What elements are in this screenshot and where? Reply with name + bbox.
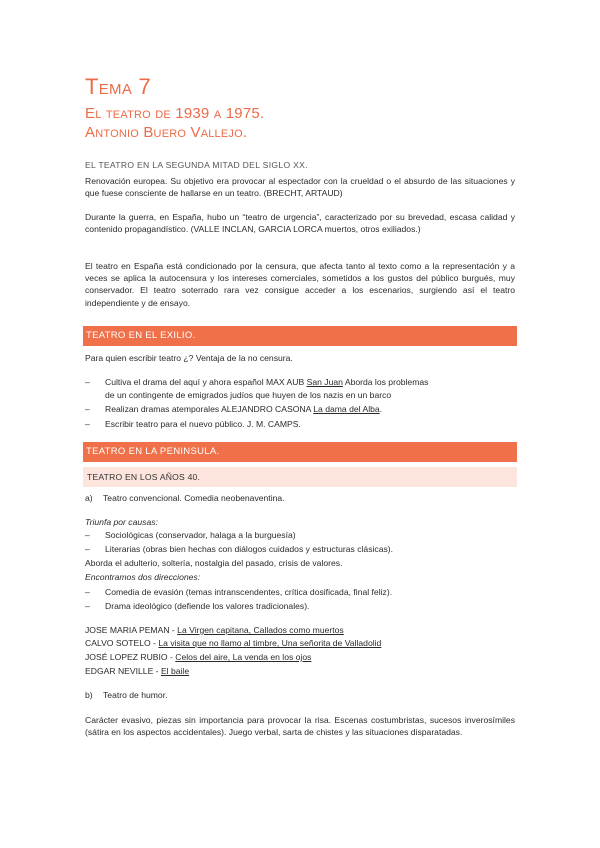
paragraph-renovacion: Renovación europea. Su objetivo era provocar al espectador con la crueldad o el absurdo de las situaciones y que fuese consciente de hallarse en un teatro. (BRECHT, ARTAUD) xyxy=(85,176,515,199)
document-page: Tema 7 El teatro de 1939 a 1975. Antonio Buero Vallejo. EL TEATRO EN LA SEGUNDA MITAD DEL SIGLO XX. Renovación europea. Su objetivo era provocar al espectador con la crueldad o el absurdo de las situaciones y que fuese consciente de hallarse en un teatro. (BRECHT, ARTAUD) Durante la guerra, en España, hubo un “teatro de urgencia”, caracterizado por su brevedad, escasa calidad y contenido propagandístico. (VALLE INCLAN, GARCIA LORCA muertos, otros exiliados.) El teatro en España está condicionado por la censura, que afecta tanto al texto como a la representación y a veces se aplica la autocensura y los intereses comerciales, sometidos a los gustos del público burgués, muy conservador. El teatro soterrado rara vez consigue acceder a los escenarios, surgiendo así el teatro independiente y de ensayo. TEATRO EN EL EXILIO. Para quien escribir teatro ¿? Ventaja de la no censura. – Cultiva el drama del aquí y ahora español MAX AUB San Juan Aborda los problemas de un contingente de emigrados judíos que huyen de los nazis en un barco – Realizan dramas atemporales ALEJANDRO CASONA La dama del Alba. – Escribir teatro para el nuevo público. J. M. CAMPS. TEATRO EN LA PENINSULA. TEATRO EN LOS AÑOS 40. a) Teatro convencional. Comedia neobenaventina. Triunfa por causas: – Sociológicas (conservador, halaga a la burguesía) – Literarias (obras bien hechas con diálogos cuidados y estructuras clásicas). Aborda el adulterio, soltería, nostalgia del pasado, crisis de valores. Encontramos dos direcciones: – Comedia de evasión (temas intranscendentes, crítica dosificada, final feliz). – Drama ideológico (defiende los valores tradicionales). JOSE MARIA PEMAN - La Virgen capitana, Callados como muertos CALVO SOTELO - La visita que no llamo al timbre, Una señorita de Valladolid JOSÉ LOPEZ RUBIO - Celos del aire, La venda en los ojos EDGAR NEVILLE - El baile b) Teatro de humor. Carácter evasivo, piezas sin importancia para provocar la risa. Escenas costumbristas, sucesos inverosímiles (sátira en los aspectos accidentales). Juego verbal, sarta de chistes y las situaciones disparatadas. xyxy=(85,74,515,738)
page-title: Tema 7 xyxy=(85,74,152,99)
subsection-band-anos-40: TEATRO EN LOS AÑOS 40. xyxy=(83,467,517,487)
section-heading-siglo-xx: EL TEATRO EN LA SEGUNDA MITAD DEL SIGLO XX. xyxy=(85,160,308,170)
direcciones-heading: Encontramos dos direcciones: xyxy=(85,572,201,582)
paragraph-guerra: Durante la guerra, en España, hubo un “teatro de urgencia”, caracterizado por su brevedad, escasa calidad y contenido propagandístico. (VALLE INCLAN, GARCIA LORCA muertos, otros exiliados.) xyxy=(85,212,515,235)
work-titles-peman: La Virgen capitana, Callados como muertos xyxy=(177,625,344,635)
work-titles-lopez-rubio: Celos del aire, La venda en los ojos xyxy=(175,652,312,662)
paragraph-censura: El teatro en España está condicionado por la censura, que afecta tanto al texto como a la representación y a veces se aplica la autocensura y los intereses comerciales, sometidos a los gustos del público burgués, muy conservador. El teatro soterrado rara vez consigue acceder a los escenarios, surgiendo así el teatro independiente y de ensayo. xyxy=(85,261,515,308)
page-subtitle-topic: El teatro de 1939 a 1975. xyxy=(85,105,265,122)
list-item-continuation: de un contingente de emigrados judíos que huyen de los nazis en un barco xyxy=(105,390,392,400)
author-line-peman: JOSE MARIA PEMAN - La Virgen capitana, Callados como muertos xyxy=(85,625,344,635)
work-titles-neville: El baile xyxy=(160,666,190,676)
author-line-lopez-rubio: JOSÉ LOPEZ RUBIO - Celos del aire, La venda en los ojos xyxy=(85,652,312,662)
list-dash: – xyxy=(85,377,90,387)
exilio-intro: Para quien escribir teatro ¿? Ventaja de la no censura. xyxy=(85,353,293,363)
aborda-line: Aborda el adulterio, soltería, nostalgia del pasado, crisis de valores. xyxy=(85,558,343,568)
paragraph-humor: Carácter evasivo, piezas sin importancia para provocar la risa. Escenas costumbristas, sucesos inverosímiles (sátira en los aspectos accidentales). Juego verbal, sarta de chistes y las situaciones disparatadas. xyxy=(85,715,515,738)
author-line-neville: EDGAR NEVILLE - El baile xyxy=(85,666,190,676)
page-subtitle-author: Antonio Buero Vallejo. xyxy=(85,124,248,141)
work-title-dama-del-alba: La dama del Alba xyxy=(313,404,380,414)
work-titles-calvo-sotelo: La visita que no llamo al timbre, Una señorita de Valladolid xyxy=(158,638,382,648)
triunfa-heading: Triunfa por causas: xyxy=(85,517,158,527)
work-title-san-juan: San Juan xyxy=(306,377,343,387)
author-line-calvo-sotelo: CALVO SOTELO - La visita que no llamo al timbre, Una señorita de Valladolid xyxy=(85,638,382,648)
section-band-exilio: TEATRO EN EL EXILIO. xyxy=(83,326,517,346)
section-band-peninsula: TEATRO EN LA PENINSULA. xyxy=(83,442,517,462)
